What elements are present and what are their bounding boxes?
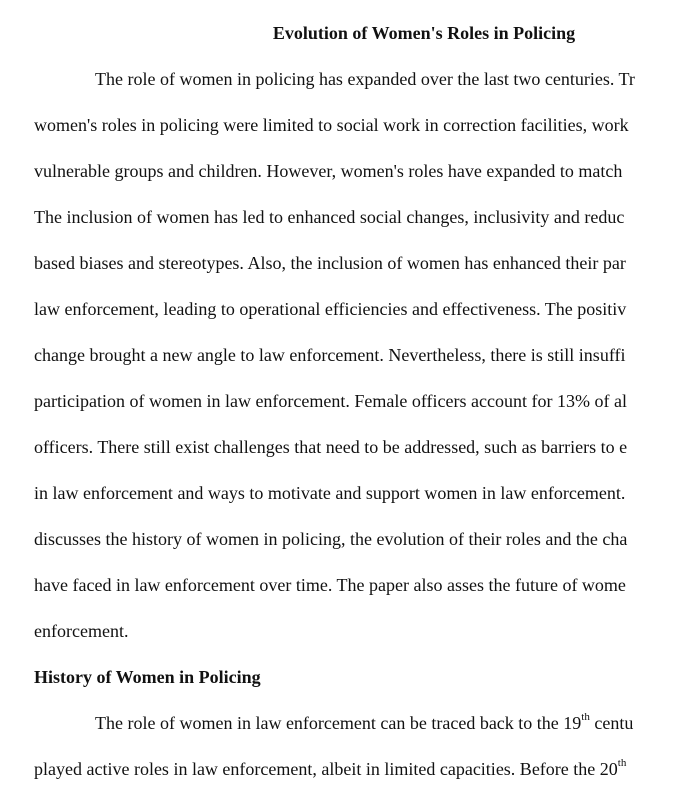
- paragraph-line: women's roles in policing were limited to social work in correction facilities, work: [34, 115, 629, 135]
- paragraph-line: based biases and stereotypes. Also, the inclusion of women has enhanced their par: [34, 253, 626, 273]
- section-heading: History of Women in Policing: [34, 667, 261, 687]
- paragraph-line: [34, 756, 626, 782]
- paragraph-line: law enforcement, leading to operational efficiencies and effectiveness. The positiv: [34, 299, 627, 319]
- superscript: th: [581, 711, 590, 723]
- paragraph-line: officers. There still exist challenges that need to be addressed, such as barriers to e: [34, 437, 628, 457]
- paragraph-line: vulnerable groups and children. However, women's roles have expanded to match: [34, 161, 623, 181]
- paragraph-line: The inclusion of women has led to enhanced social changes, inclusivity and reduc: [34, 207, 625, 227]
- superscript: th: [617, 757, 627, 769]
- paragraph-line: participation of women in law enforcement. Female officers account for 13% of al: [34, 391, 627, 411]
- paragraph-line: in law enforcement and ways to motivate and support women in law enforcement.: [34, 483, 626, 503]
- document-title: Evolution of Women's Roles in Policing: [272, 23, 576, 43]
- line-text: centu: [589, 713, 634, 733]
- paragraph-line: The role of women in policing has expanded over the last two centuries. Tr: [95, 69, 635, 89]
- line-text: The role of women in law enforcement can be traced back to the 19: [95, 713, 582, 733]
- paragraph-line: discusses the history of women in policing, the evolution of their roles and the cha: [34, 529, 628, 549]
- paragraph-line: enforcement.: [34, 621, 129, 641]
- paragraph-line: [95, 710, 633, 736]
- paragraph-line: have faced in law enforcement over time. The paper also asses the future of wome: [34, 575, 626, 595]
- line-text: played active roles in law enforcement, albeit in limited capacities. Before the 20: [34, 759, 618, 779]
- paragraph-line: change brought a new angle to law enforcement. Nevertheless, there is still insuffi: [34, 345, 626, 365]
